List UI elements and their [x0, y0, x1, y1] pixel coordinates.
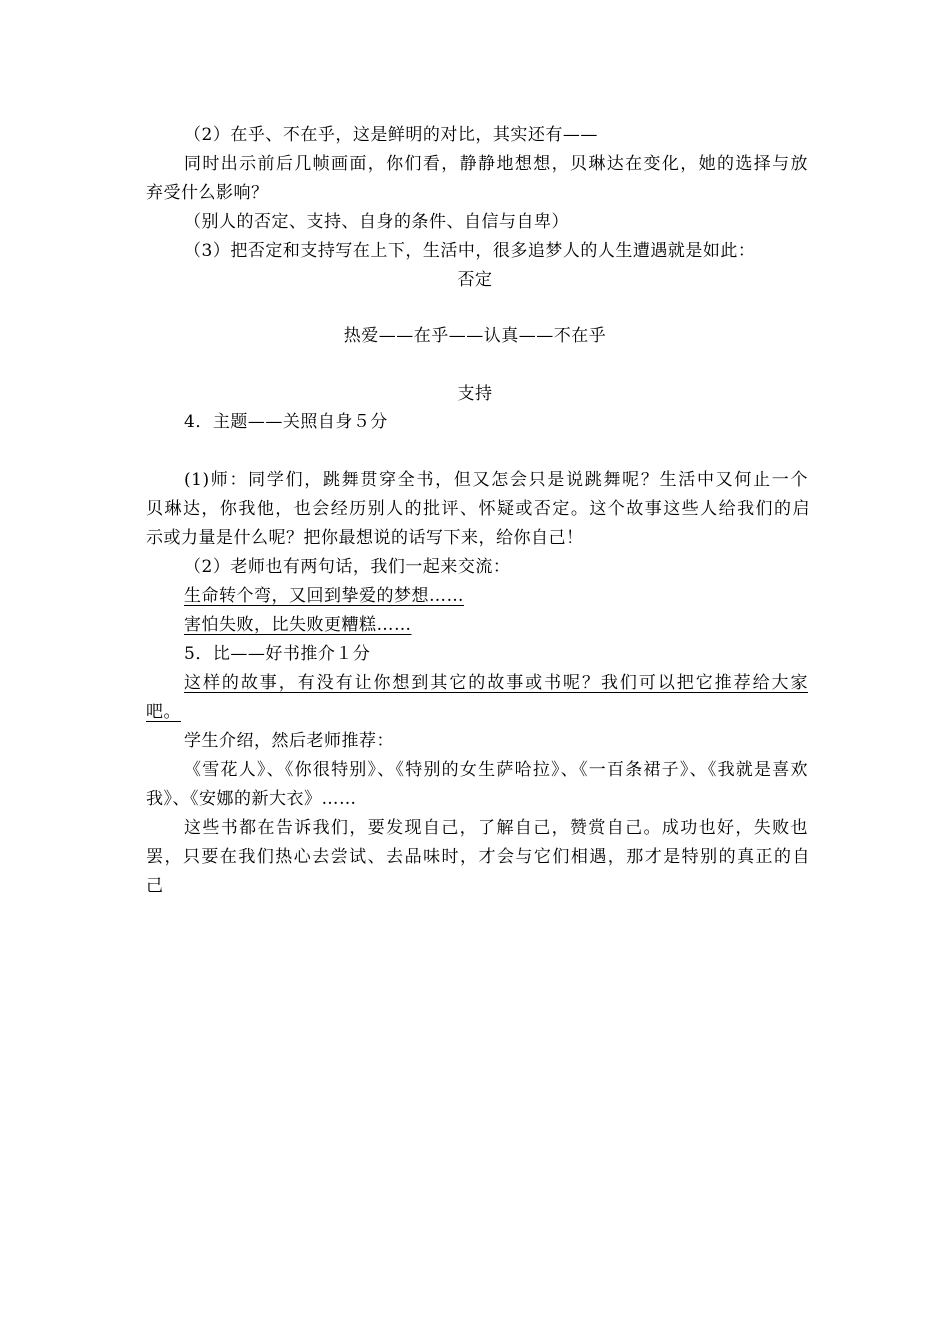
diagram-middle-chain: 热爱——在乎——认真——不在乎 [343, 326, 607, 346]
section-4-heading: 4．主题——关照自身５分 [184, 412, 388, 432]
section-5-heading: 5．比——好书推介１分 [184, 644, 371, 664]
book-list-line-1: 《雪花人》、《你很特别》、《特别的女生萨哈拉》、《一百条裙子》、《我就是喜欢 [184, 760, 808, 780]
book-list-line-2: 我》、《安娜的新大衣》…… [146, 789, 357, 809]
paragraph-teacher-line-1: (1)师：同学们，跳舞贯穿全书，但又怎会只是说跳舞呢？生活中又何止一个 [184, 470, 808, 490]
diagram-bottom-label: 支持 [457, 384, 493, 404]
closing-line-2: 罢，只要在我们热心去尝试、去品味时，才会与它们相遇，那才是特别的真正的自 [146, 847, 810, 867]
paragraph-student-intro: 学生介绍，然后老师推荐： [184, 731, 394, 751]
question-line-2: 吧。 [146, 702, 181, 722]
paragraph-teacher-sentences: （2）老师也有两句话，我们一起来交流： [184, 557, 511, 577]
question-line-1: 这样的故事，有没有让你想到其它的故事或书呢？我们可以把它推荐给大家 [184, 673, 808, 693]
closing-line-1: 这些书都在告诉我们，要发现自己，了解自己，赞赏自己。成功也好，失败也 [184, 818, 808, 838]
paragraph-diagram-intro: （3）把否定和支持写在上下，生活中，很多追梦人的人生遭遇就是如此： [184, 241, 756, 261]
paragraph-intro-line-2: 弃受什么影响？ [146, 183, 269, 203]
quote-two: 害怕失败，比失败更糟糕…… [184, 615, 412, 635]
paragraph-teacher-line-2: 贝琳达，你我他，也会经历别人的批评、怀疑或否定。这个故事这些人给我们的启 [146, 499, 810, 519]
diagram-top-label: 否定 [457, 270, 493, 290]
paragraph-teacher-line-3: 示或力量是什么呢？把你最想说的话写下来，给你自己！ [146, 528, 584, 548]
paragraph-contrast: （2）在乎、不在乎，这是鲜明的对比，其实还有—— [184, 125, 598, 145]
quote-one: 生命转个弯，又回到挚爱的梦想…… [184, 586, 464, 606]
paragraph-intro-line-1: 同时出示前后几帧画面，你们看，静静地想想，贝琳达在变化，她的选择与放 [184, 154, 808, 174]
paragraph-answer: （别人的否定、支持、自身的条件、自信与自卑） [184, 212, 569, 232]
closing-line-3: 己 [146, 876, 164, 896]
